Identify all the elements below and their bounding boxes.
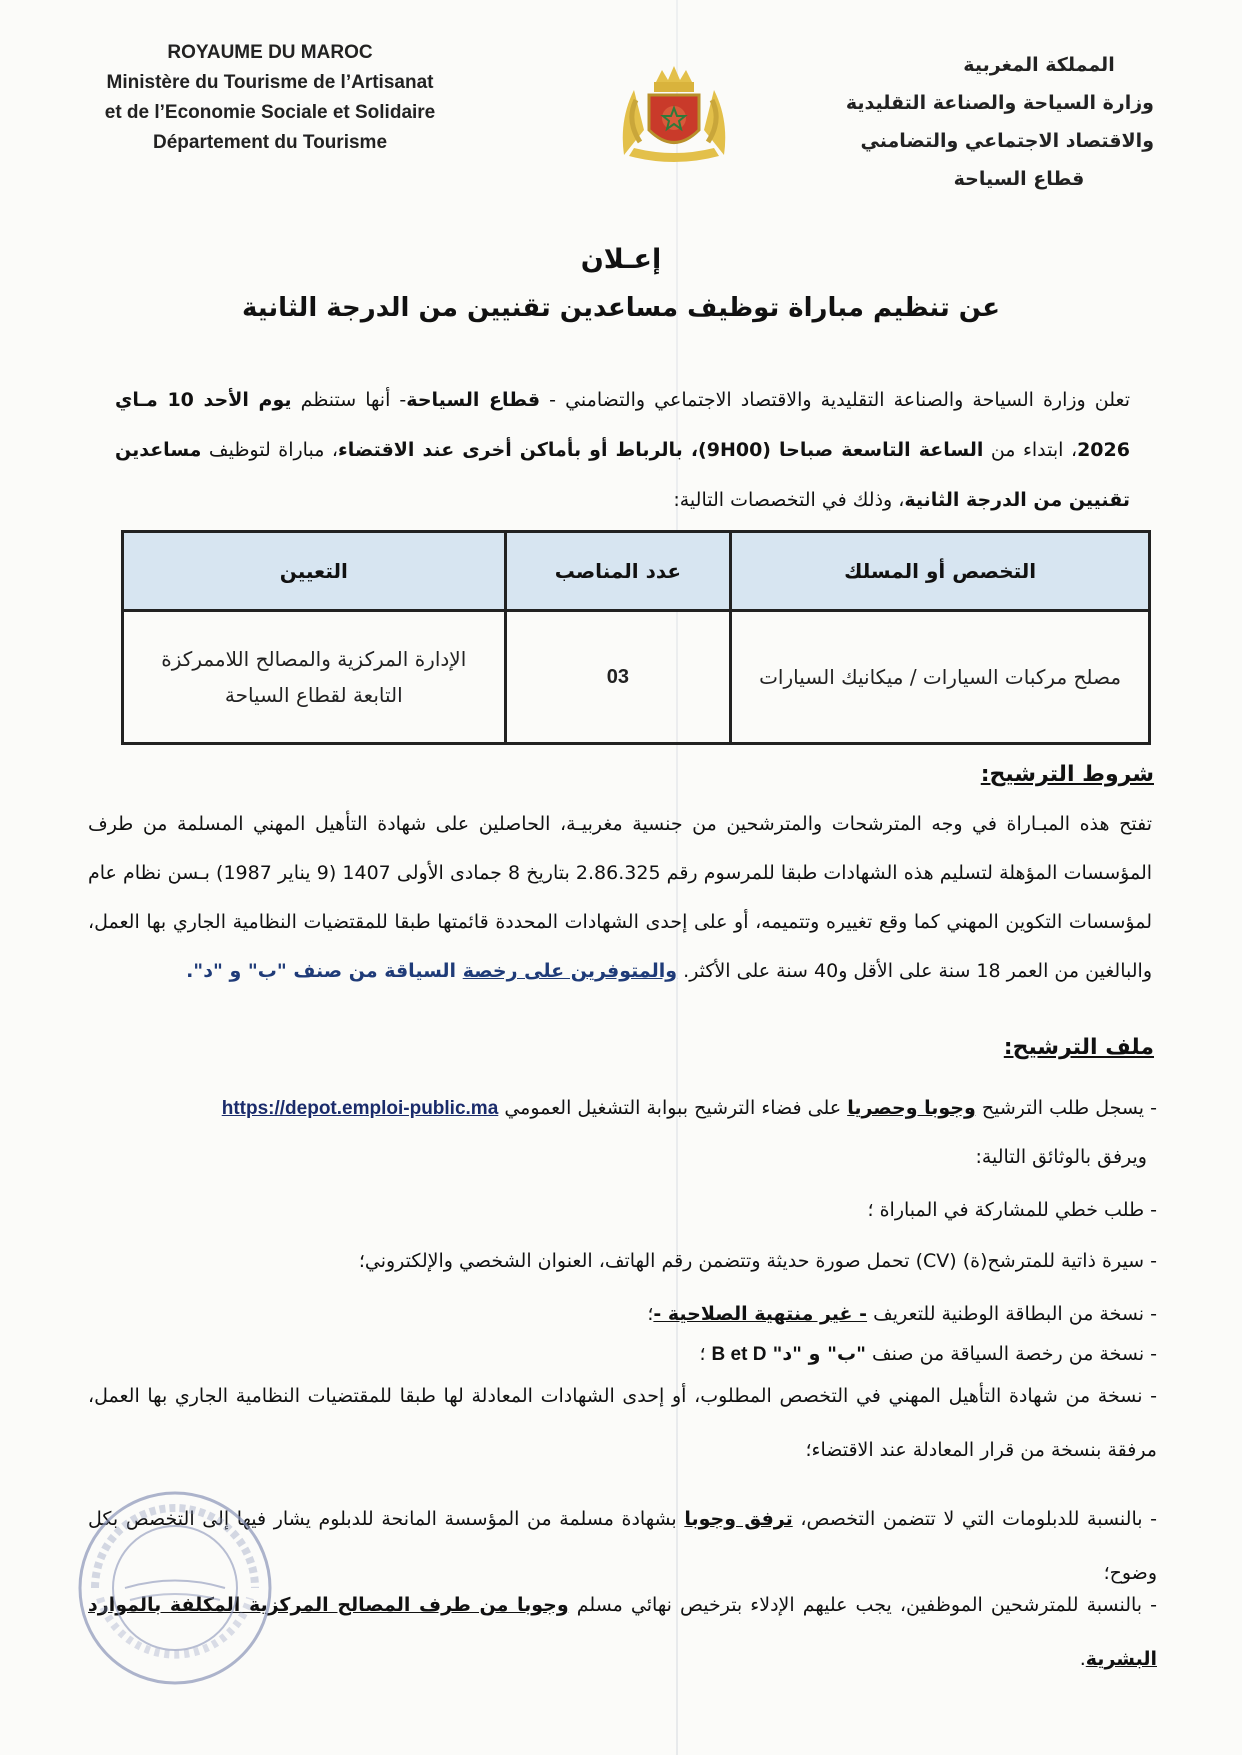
item-emphasis: وجوبا وحصريا <box>847 1097 976 1119</box>
intro-text: ، مباراة لتوظيف <box>201 439 338 461</box>
item-text: - بالنسبة للمترشحين الموظفين، يجب عليهم الإدلاء بترخيص نهائي مسلم <box>568 1594 1157 1616</box>
intro-text: ، وذلك في التخصصات التالية: <box>673 489 905 511</box>
item-bold: "ب" و "د" <box>772 1343 866 1365</box>
official-stamp-icon <box>70 1488 280 1688</box>
fr-header-line: Département du Tourisme <box>152 132 388 153</box>
list-item: - سيرة ذاتية للمترشح(ة) (CV) تحمل صورة حديثة وتتضمن رقم الهاتف، العنوان الشخصي والإلكتروني؛ <box>358 1250 1157 1272</box>
intro-paragraph <box>115 375 1130 525</box>
list-item: - نسخة من شهادة التأهيل المهني في التخصص المطلوب، أو إحدى الشهادات المعادلة لها طبقا للمقتضيات النظامية الجاري بها العمل، مرفقة بنسخة من قرار المعادلة عند الاقتضاء؛ <box>88 1385 1157 1461</box>
license-codes-latin: B et D <box>711 1344 767 1365</box>
intro-bold: قطاع السياحة <box>406 389 541 411</box>
fr-header-line: ROYAUME DU MAROC <box>167 42 373 63</box>
french-letterhead <box>85 38 455 158</box>
table-header: التخصص أو المسلك <box>731 532 1150 611</box>
specialty-cell: مصلح مركبات السيارات / ميكانيك السيارات <box>731 611 1150 744</box>
announcement-title: إعـلان <box>580 244 662 275</box>
intro-text: - أنها ستنظم <box>291 389 407 411</box>
list-item <box>88 1087 1157 1130</box>
item-text: ؛ <box>699 1343 712 1365</box>
intro-date: يوم الأحد 10 مـاي 2026 <box>115 389 1130 461</box>
table-header-row <box>123 532 1150 611</box>
moroccan-coat-of-arms-icon <box>614 60 734 165</box>
item-text: - نسخة من البطاقة الوطنية للتعريف <box>867 1303 1157 1325</box>
assignment-cell: الإدارة المركزية والمصالح اللاممركزة التابعة لقطاع السياحة <box>123 611 506 744</box>
item-emphasis: - غير منتهية الصلاحية - <box>653 1303 868 1325</box>
list-item: - طلب خطي للمشاركة في المباراة ؛ <box>867 1199 1157 1221</box>
list-item <box>88 1293 1157 1335</box>
announcement-subtitle: عن تنظيم مباراة توظيف مساعدين تقنيين من الدرجة الثانية <box>242 293 1000 323</box>
table-header: التعيين <box>123 532 506 611</box>
list-item: ويرفق بالوثائق التالية: <box>975 1146 1147 1168</box>
item-emphasis: ترفق وجوبا <box>684 1508 793 1530</box>
intro-text: ، ابتداء من <box>983 439 1078 461</box>
item-text: - يسجل طلب الترشيح <box>975 1097 1157 1119</box>
ar-header-line: قطاع السياحة <box>953 168 1085 190</box>
license-requirement-underlined: والمتوفرين على رخصة <box>462 960 678 982</box>
intro-grade: مساعدين تقنيين من الدرجة الثانية <box>115 439 1130 511</box>
ar-header-line: وزارة السياحة والصناعة التقليدية <box>845 92 1154 114</box>
item-text: - بالنسبة للدبلومات التي لا تتضمن التخصص، <box>792 1508 1157 1530</box>
intro-time-place: الساعة التاسعة صباحا (9H00)، بالرباط أو بأماكن أخرى عند الاقتضاء <box>338 439 984 461</box>
file-title: ملف الترشيح: <box>1003 1035 1154 1060</box>
table-row <box>123 611 1150 744</box>
item-text: بشهادة مسلمة من المؤسسة المانحة للدبلوم يشار فيها إلى التخصص بكل وضوح؛ <box>88 1508 1157 1584</box>
fr-header-line: Ministère du Tourisme de l’Artisanat <box>106 72 434 93</box>
item-text: ؛ <box>647 1303 654 1325</box>
ar-header-line: والاقتصاد الاجتماعي والتضامني <box>860 130 1154 152</box>
conditions-text: تفتح هذه المبـاراة في وجه المترشحات والمترشحين من جنسية مغربيـة، الحاصلين على شهادة التأهيل المهني المسلمة من طرف المؤسسات المؤهلة لتسليم هذه الشهادات طبقا للمرسوم رقم 2.86.325 بتاريخ 8 جمادى الأولى 1407 (9 يناير 1987) بـسن نظام عام لمؤسسات التكوين المهني كما وقع تغييره وتتميمه، أو على إحدى الشهادات المحددة قائمتها طبقا للمقتضيات النظامية الجاري بها العمل، والبالغين من العمر 18 سنة على الأقل و40 سنة على الأكثر. <box>88 813 1153 982</box>
positions-count-cell: 03 <box>505 611 731 744</box>
item-text: على فضاء الترشيح ببوابة التشغيل العمومي <box>498 1097 848 1119</box>
conditions-title: شروط الترشيح: <box>980 762 1154 787</box>
intro-text: تعلن وزارة السياحة والصناعة التقليدية والاقتصاد الاجتماعي والتضامني - <box>540 389 1131 411</box>
item-text: - نسخة من رخصة السياقة من صنف <box>865 1343 1157 1365</box>
positions-table <box>121 530 1151 745</box>
portal-link[interactable]: https://depot.emploi-public.ma <box>221 1098 499 1119</box>
table-header: عدد المناصب <box>505 532 731 611</box>
ar-header-line: المملكة المغربية <box>963 54 1115 76</box>
arabic-letterhead <box>794 46 1154 198</box>
item-text: . <box>1079 1648 1086 1670</box>
license-requirement <box>186 960 677 982</box>
license-requirement-rest: السياقة من صنف "ب" و "د". <box>186 960 463 982</box>
conditions-paragraph <box>88 800 1152 996</box>
fr-header-line: et de l’Economie Sociale et Solidaire <box>104 102 436 123</box>
item-emphasis: وجوبا من طرف المصالح المركزية المكلفة بالموارد البشرية <box>88 1594 1157 1670</box>
